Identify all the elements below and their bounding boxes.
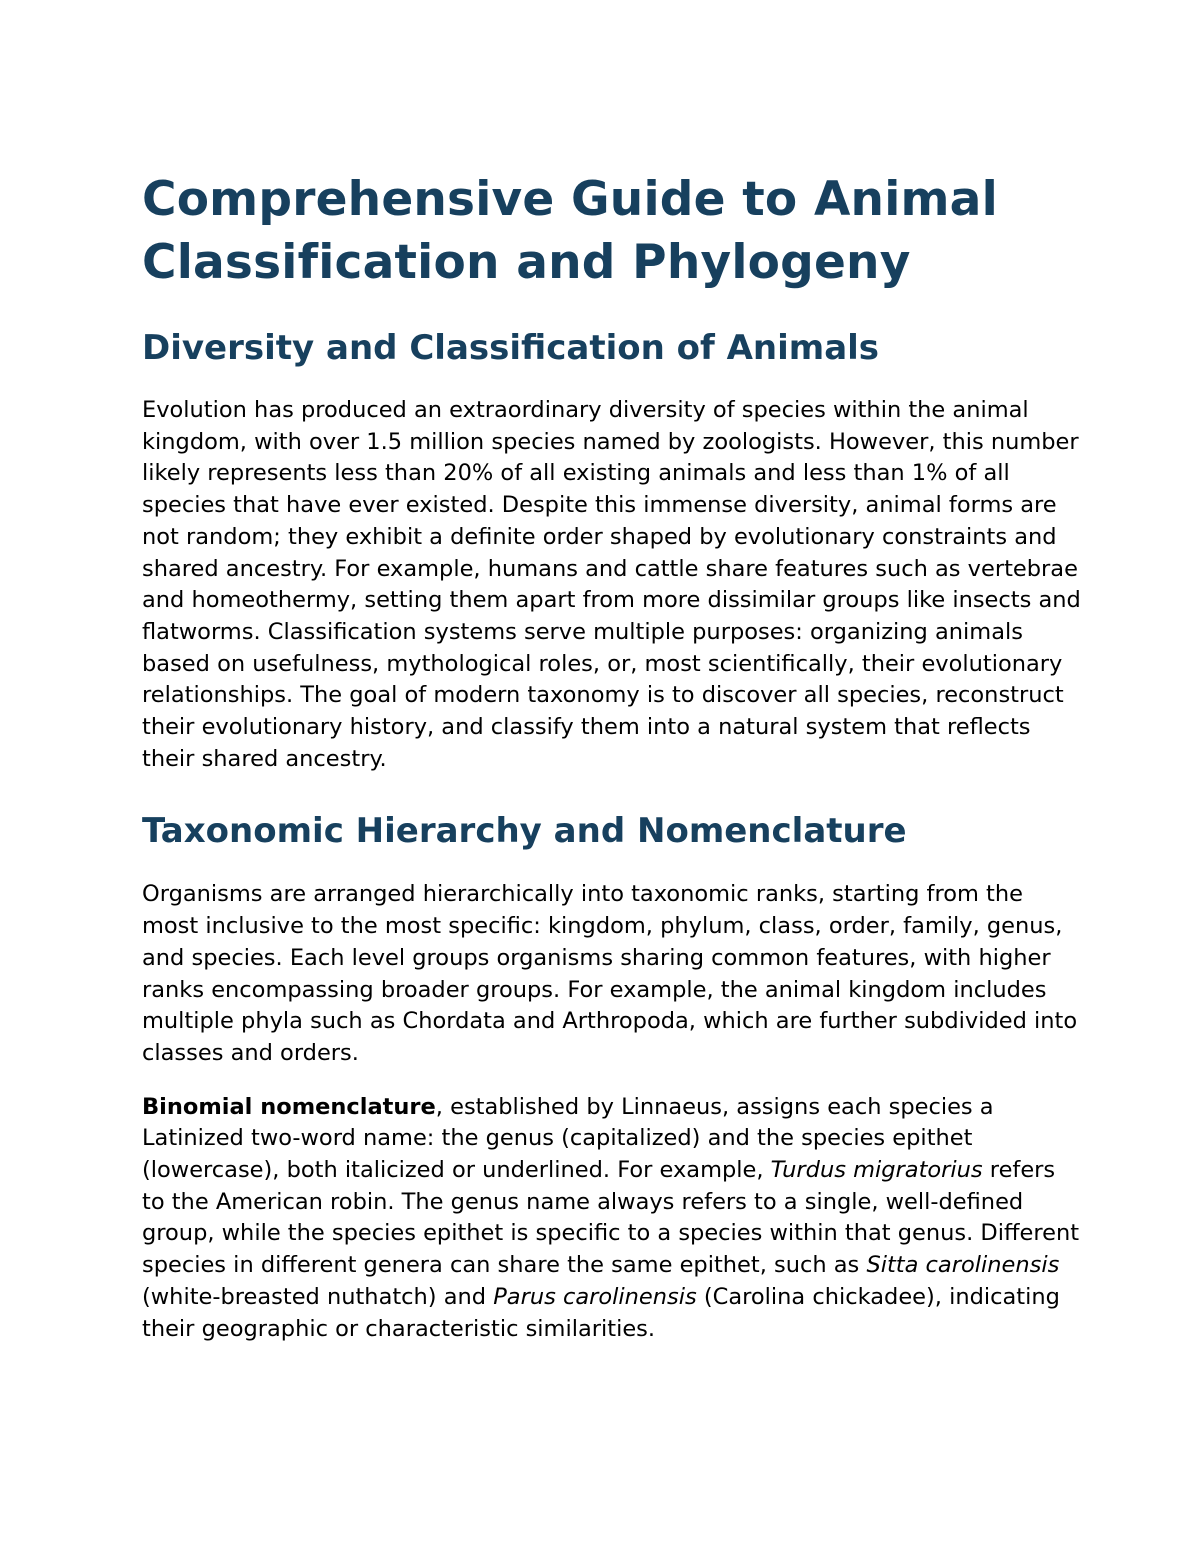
document-page <box>142 168 1082 1345</box>
nomenclature-text-4: (Carolina chickadee), indicating their geographic or characteristic similarities. <box>142 1283 1060 1342</box>
section-diversity <box>142 326 1082 775</box>
section-heading-diversity: Diversity and Classification of Animals <box>142 328 880 368</box>
species-name-turdus: Turdus migratorius <box>770 1157 983 1184</box>
page-title: Comprehensive Guide to Animal Classification and Phylogeny <box>142 172 998 290</box>
nomenclature-text-3: (white-breasted nuthatch) and <box>142 1283 494 1310</box>
term-binomial-nomenclature: Binomial nomenclature <box>142 1093 436 1120</box>
paragraph-diversity: Evolution has produced an extraordinary diversity of species within the animal kingdom, with over 1.5 million species named by zoologists. However, this number likely represents less than 20% of all existing animals and less than 1% of all species that have ever existed. Despite this immense diversity, animal forms are not random; they exhibit a definite order shaped by evolutionary constraints and shared ancestry. For example, humans and cattle share features such as vertebrae and homeothermy, setting them apart from more dissimilar groups like insects and flatworms. Classification systems serve multiple purposes: organizing animals based on usefulness, mythological roles, or, most scientifically, their evolutionary relationships. The goal of modern taxonomy is to discover all species, reconstruct their evolutionary history, and classify them into a natural system that reflects their shared ancestry. <box>142 397 1081 772</box>
section-heading-taxonomy: Taxonomic Hierarchy and Nomenclature <box>142 811 907 852</box>
nomenclature-text-2: refers to the American robin. The genus name always refers to a single, well-defined group, while the species epithet is specific to a species within that genus. Different species in different genera can share the same epithet, such as <box>142 1157 1080 1279</box>
paragraph-nomenclature <box>142 1092 1082 1346</box>
species-name-parus: Parus carolinensis <box>493 1283 697 1310</box>
paragraph-hierarchy: Organisms are arranged hierarchically into taxonomic ranks, starting from the most inclusive to the most specific: kingdom, phylum, class, order, family, genus, and species. Each level groups organisms sharing common features, with higher ranks encompassing broader groups. For example, the animal kingdom includes multiple phyla such as Chordata and Arthropoda, which are further subdivided into classes and orders. <box>142 881 1078 1066</box>
species-name-sitta: Sitta carolinensis <box>866 1252 1060 1279</box>
nomenclature-text-1: , established by Linnaeus, assigns each species a Latinized two-word name: the genus (capitalized) and the species epithet (lowercase), both italicized or underlined. For example, <box>142 1093 994 1184</box>
section-taxonomy <box>142 809 1082 1345</box>
